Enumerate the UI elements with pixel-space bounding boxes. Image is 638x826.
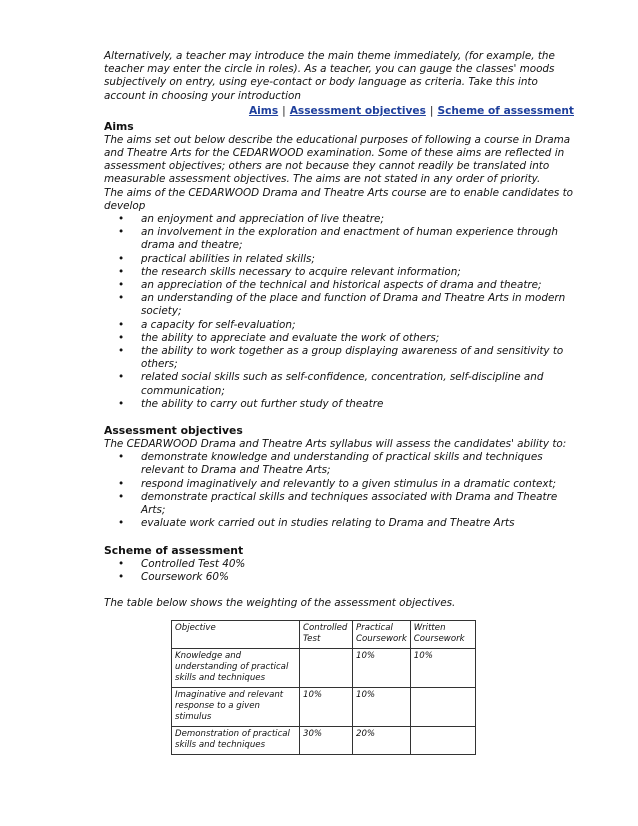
list-item-text: a capacity for self-evaluation; [141, 318, 296, 331]
aims-lead-in: The aims of the CEDARWOOD Drama and Theatre Arts course are to enable candidates to develop [104, 186, 574, 212]
table-cell: Knowledge and understanding of practical skills and techniques [172, 649, 300, 688]
bullet-icon: • [118, 371, 125, 384]
bullet-icon: • [118, 345, 125, 358]
list-item [104, 451, 574, 477]
list-item-text: the ability to work together as a group displaying awareness of and sensitivity to others; [141, 345, 564, 371]
list-item-text: an enjoyment and appreciation of live theatre; [141, 213, 384, 226]
list-item [104, 266, 574, 279]
table-header-cell: Objective [172, 621, 300, 649]
table-cell: 30% [300, 727, 353, 755]
bullet-icon: • [118, 477, 125, 490]
table-row [172, 688, 476, 727]
table-cell: 10% [353, 688, 411, 727]
list-item-text: an understanding of the place and function of Drama and Theatre Arts in modern society; [141, 292, 566, 318]
table-cell [300, 649, 353, 688]
list-item-text: an involvement in the exploration and enactment of human experience through drama and theatre; [141, 226, 558, 252]
nav-separator: | [429, 104, 434, 117]
list-item-text: the ability to appreciate and evaluate the work of others; [141, 331, 440, 344]
list-item [104, 213, 574, 226]
bullet-icon: • [118, 331, 125, 344]
aims-heading: Aims [104, 119, 134, 133]
bullet-icon: • [118, 265, 125, 278]
objectives-list [104, 451, 574, 530]
intro-paragraph: Alternatively, a teacher may introduce the main theme immediately, (for example, the teacher may enter the circle in roles). As a teacher, you can gauge the classes' moods subjectively on entry, using eye-contact or body language as criteria. Take this into account in choosing your introduction [104, 50, 555, 102]
table-cell [410, 688, 475, 727]
list-item [104, 292, 574, 318]
table-cell: Imaginative and relevant response to a given stimulus [172, 688, 300, 727]
list-item [104, 332, 574, 345]
bullet-icon: • [118, 451, 125, 464]
bullet-icon: • [118, 490, 125, 503]
section-nav [104, 104, 574, 118]
nav-link-aims[interactable]: Aims [248, 104, 279, 117]
list-item-text: respond imaginatively and relevantly to a given stimulus in a dramatic context; [141, 477, 557, 490]
list-item-text: an appreciation of the technical and historical aspects of drama and theatre; [141, 279, 542, 292]
list-item-text: Coursework 60% [141, 570, 229, 583]
list-item [104, 226, 574, 252]
list-item-text: evaluate work carried out in studies relating to Drama and Theatre Arts [141, 517, 515, 530]
bullet-icon: • [118, 397, 125, 410]
table-row [172, 649, 476, 688]
list-item-text: Controlled Test 40% [141, 557, 246, 570]
bullet-icon: • [118, 279, 125, 292]
list-item [104, 571, 574, 584]
list-item-text: demonstrate practical skills and techniques associated with Drama and Theatre Arts; [141, 490, 558, 517]
bullet-icon: • [118, 213, 125, 226]
nav-link-assessment-objectives[interactable]: Assessment objectives [289, 104, 426, 117]
bullet-icon: • [118, 292, 125, 305]
list-item [104, 491, 574, 517]
table-header-cell: Practical Coursework [353, 621, 411, 649]
list-item [104, 371, 574, 397]
bullet-icon: • [118, 252, 125, 265]
objectives-intro: The CEDARWOOD Drama and Theatre Arts syllabus will assess the candidates' ability to: [104, 438, 567, 451]
table-cell: 10% [410, 649, 475, 688]
list-item [104, 253, 574, 266]
table-intro: The table below shows the weighting of the assessment objectives. [104, 596, 456, 609]
table-header-cell: Controlled Test [300, 621, 353, 649]
document-page [104, 50, 574, 610]
list-item [104, 398, 574, 411]
bullet-icon: • [118, 318, 125, 331]
table-header-row [172, 621, 476, 649]
list-item-text: practical abilities in related skills; [141, 252, 315, 265]
table-row [172, 727, 476, 755]
list-item-text: the ability to carry out further study of theatre [141, 397, 384, 410]
table-cell: Demonstration of practical skills and techniques [172, 727, 300, 755]
list-item-text: related social skills such as self-confidence, concentration, self-discipline and communication; [141, 371, 544, 397]
table-cell: 20% [353, 727, 411, 755]
table-cell [410, 727, 475, 755]
list-item-text: demonstrate knowledge and understanding of practical skills and techniques relevant to Drama and Theatre Arts; [141, 451, 543, 477]
list-item [104, 558, 574, 571]
scheme-list [104, 558, 574, 584]
aims-paragraph: The aims set out below describe the educational purposes of following a course in Drama and Theatre Arts for the CEDARWOOD examination. Some of these aims are reflected in assessment objectives; others are not because they cannot readily be translated into measurable assessment objectives. The aims are not stated in any order of priority. [104, 133, 571, 186]
aims-list [104, 213, 574, 411]
nav-separator: | [282, 104, 286, 117]
bullet-icon: • [118, 226, 125, 239]
list-item [104, 478, 574, 491]
nav-link-scheme-of-assessment[interactable]: Scheme of assessment [437, 104, 574, 117]
scheme-of-assessment-heading: Scheme of assessment [104, 543, 244, 557]
list-item [104, 345, 574, 371]
list-item-text: the research skills necessary to acquire relevant information; [141, 265, 461, 278]
bullet-icon: • [118, 517, 125, 530]
table-cell: 10% [353, 649, 411, 688]
list-item [104, 279, 574, 292]
weighting-table [171, 620, 476, 755]
bullet-icon: • [118, 570, 125, 583]
list-item [104, 517, 574, 530]
table-cell: 10% [300, 688, 353, 727]
assessment-objectives-heading: Assessment objectives [104, 424, 243, 438]
table-header-cell: Written Coursework [410, 621, 475, 649]
bullet-icon: • [118, 557, 125, 570]
list-item [104, 319, 574, 332]
